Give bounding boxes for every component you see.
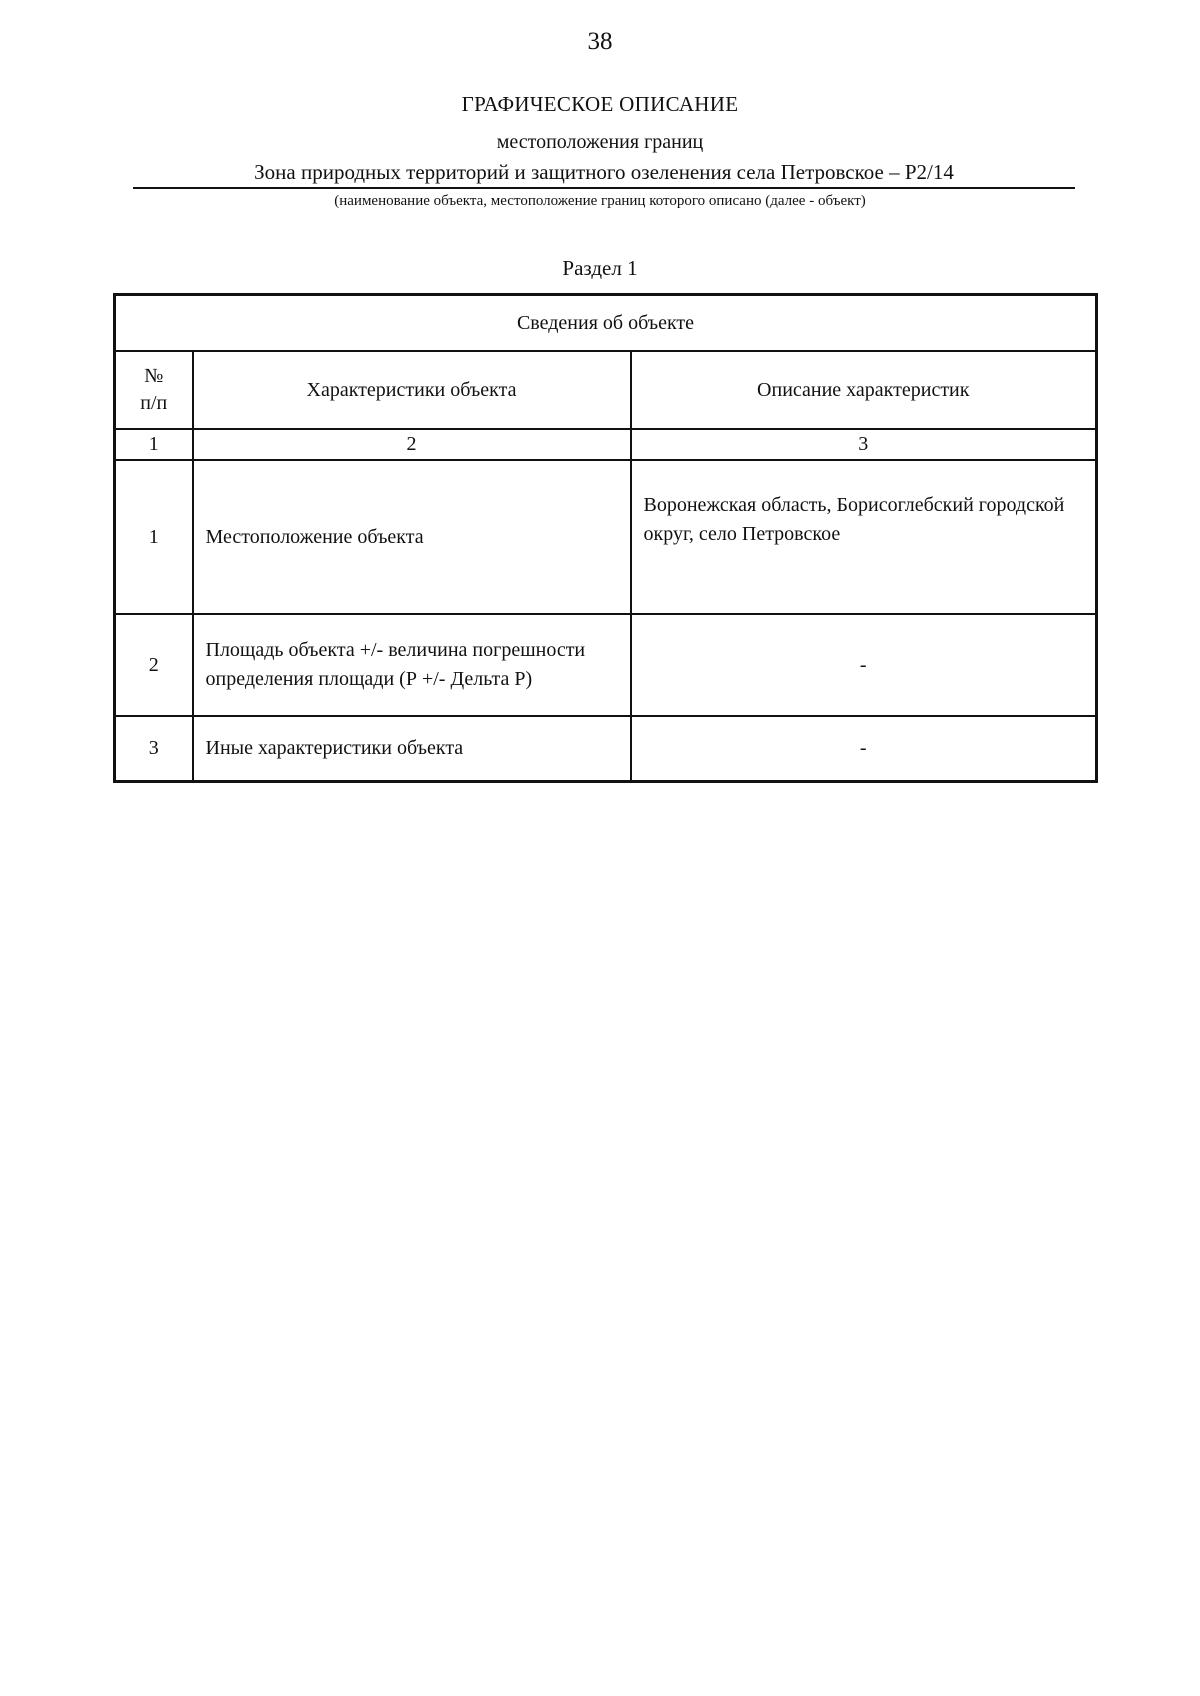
column-number-row [115,429,1097,460]
document-subtitle: местоположения границ [496,131,704,153]
row-description: - [631,614,1097,716]
header-number-abbr: п/п [140,392,168,414]
row-description: - [631,716,1097,782]
row-number: 2 [115,614,193,716]
page-number: 38 [587,28,613,55]
object-name-note: (наименование объекта, местоположение границ которого описано (далее - объект) [334,193,866,209]
table-caption-row [115,295,1097,352]
header-number [115,351,193,429]
row-number: 3 [115,716,193,782]
row-description: Воронежская область, Борисоглебский городской округ, село Петровское [631,460,1097,614]
header-description: Описание характеристик [631,351,1097,429]
document-title: ГРАФИЧЕСКОЕ ОПИСАНИЕ [461,92,739,116]
column-number: 3 [631,429,1097,460]
object-name: Зона природных территорий и защитного озеленения села Петровское – Р2/14 [133,160,1075,189]
header-number-symbol: № [144,365,164,387]
header-characteristics: Характеристики объекта [193,351,631,429]
table-header-row [115,351,1097,429]
object-info-table [113,293,1098,783]
row-characteristic: Иные характеристики объекта [193,716,631,782]
row-characteristic: Местоположение объекта [193,460,631,614]
table-row [115,614,1097,716]
row-number: 1 [115,460,193,614]
section-label: Раздел 1 [562,256,638,280]
column-number: 1 [115,429,193,460]
column-number: 2 [193,429,631,460]
table-row [115,716,1097,782]
table-caption: Сведения об объекте [115,295,1097,352]
row-characteristic: Площадь объекта +/- величина погрешности определения площади (Р +/- Дельта Р) [193,614,631,716]
table-row [115,460,1097,614]
